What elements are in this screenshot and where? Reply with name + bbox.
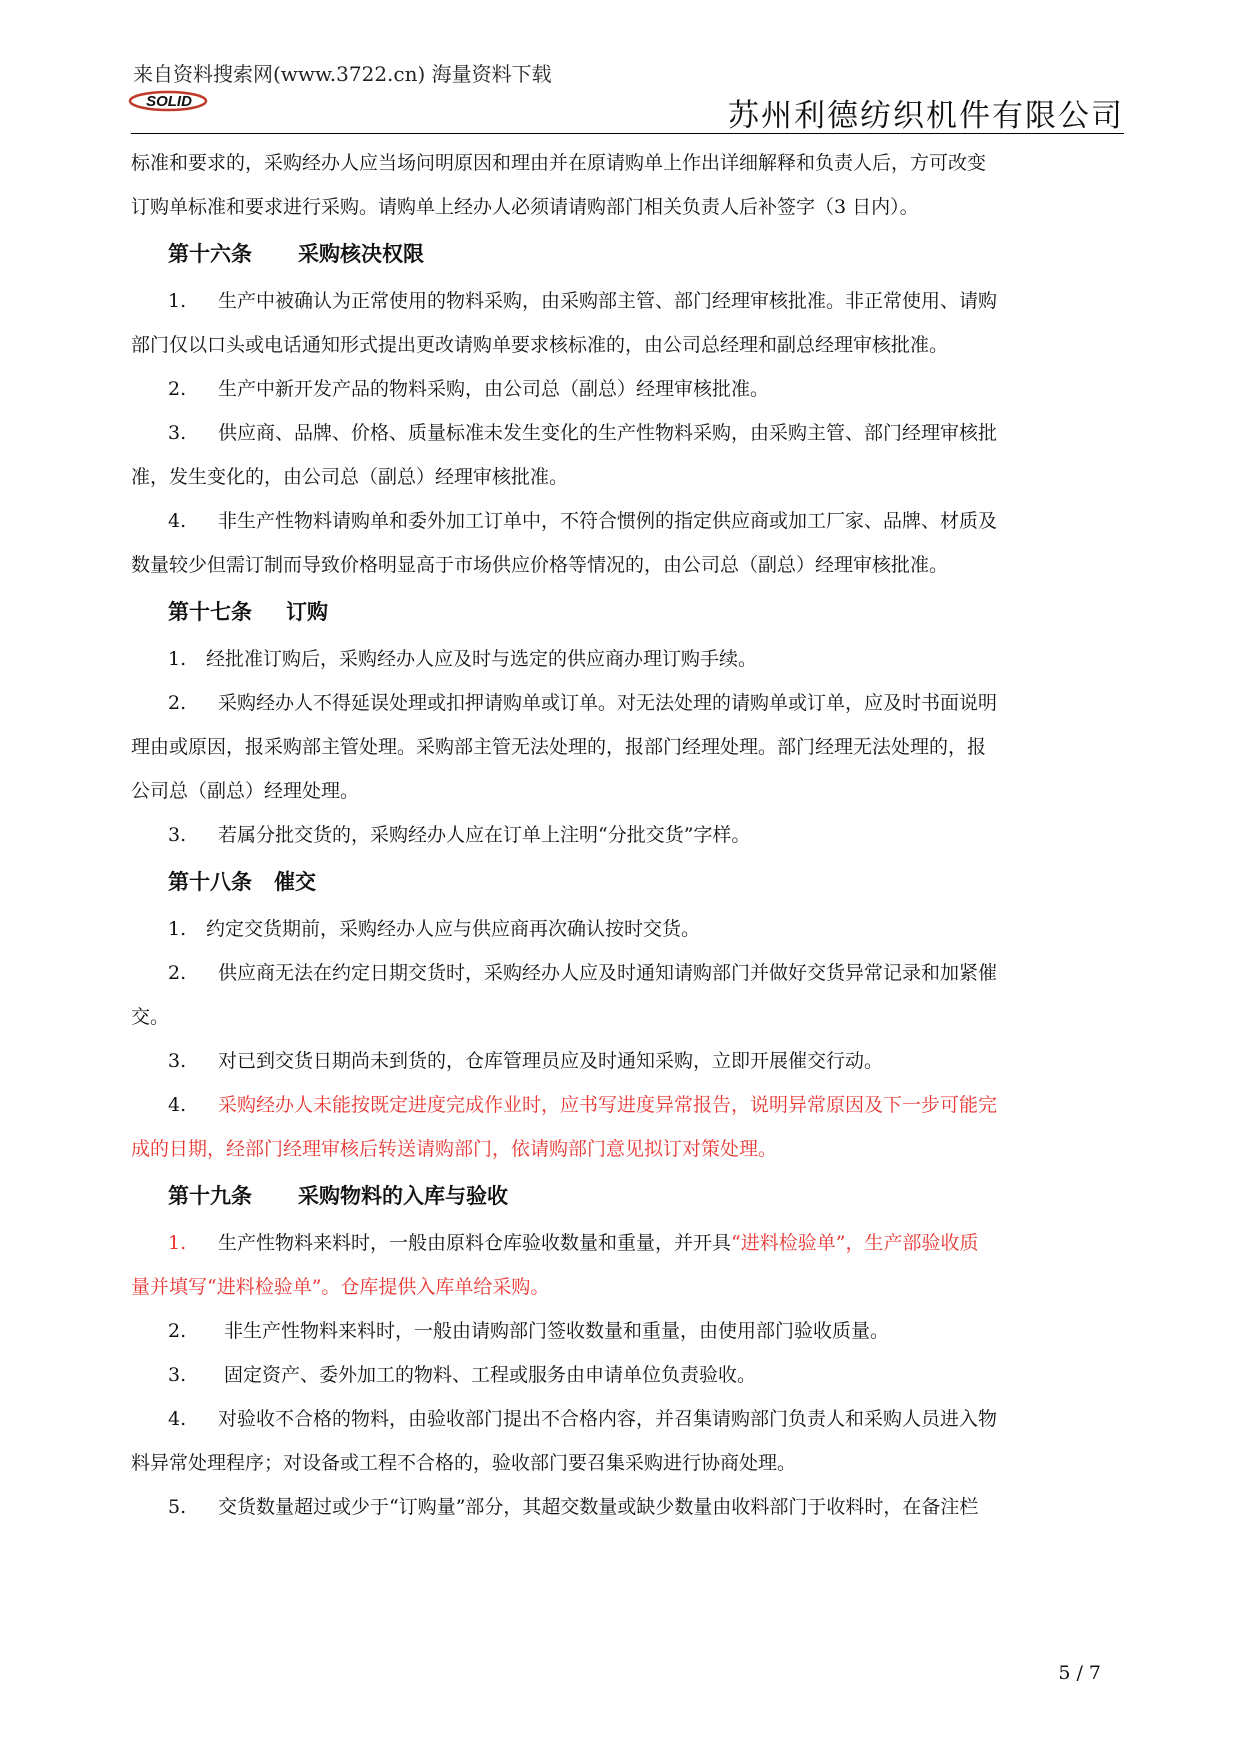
paragraph-line: 标准和要求的，采购经办人应当场问明原因和理由并在原请购单上作出详细解释和负责人后，方可改变 [131, 152, 987, 174]
paragraph-line: 准，发生变化的，由公司总（副总）经理审核批准。 [131, 466, 569, 488]
paragraph-line: 数量较少但需订制而导致价格明显高于市场供应价格等情况的，由公司总（副总）经理审核批准。 [131, 554, 949, 576]
list-item: 2. 非生产性物料来料时，一般由请购部门签收数量和重量，由使用部门验收质量。 [168, 1320, 890, 1342]
paragraph-line: 料异常处理程序；对设备或工程不合格的，验收部门要召集采购进行协商处理。 [131, 1452, 797, 1474]
svg-text:SOLID: SOLID [146, 93, 192, 110]
company-name: 苏州利德纺织机件有限公司 [728, 98, 1124, 134]
list-item: 4. 对验收不合格的物料，由验收部门提出不合格内容，并召集请购部门负责人和采购人员进入物 [168, 1408, 998, 1430]
article-title: 催交 [274, 869, 316, 894]
article-heading [131, 857, 1124, 907]
article-heading [131, 229, 1124, 279]
list-item: 3. 若属分批交货的，采购经办人应在订单上注明“分批交货”字样。 [168, 824, 751, 846]
header-divider [131, 133, 1124, 134]
paragraph-line: 部门仅以口头或电话通知形式提出更改请购单要求核标准的，由公司总经理和副总经理审核批准。 [131, 334, 949, 356]
article-number: 第十六条 [168, 241, 252, 266]
paragraph-line-highlighted: 量并填写“进料检验单”。仓库提供入库单给采购。 [131, 1276, 550, 1298]
list-item: 3. 供应商、品牌、价格、质量标准未发生变化的生产性物料采购，由采购主管、部门经理审核批 [168, 422, 998, 444]
list-item: 2. 采购经办人不得延误处理或扣押请购单或订单。对无法处理的请购单或订单，应及时书面说明 [168, 692, 998, 714]
paragraph-line: 交。 [131, 1006, 170, 1028]
paragraph-line: 理由或原因，报采购部主管处理。采购部主管无法处理的，报部门经理处理。部门经理无法处理的，报 [131, 736, 987, 758]
list-item: 1. 生产中被确认为正常使用的物料采购，由采购部主管、部门经理审核批准。非正常使用、请购 [168, 290, 998, 312]
article-number: 第十八条 [168, 869, 252, 894]
article-title: 采购核决权限 [298, 241, 424, 266]
list-item: 3. 固定资产、委外加工的物料、工程或服务由申请单位负责验收。 [168, 1364, 757, 1386]
article-heading [131, 587, 1124, 637]
list-item: 1. 约定交货期前，采购经办人应与供应商再次确认按时交货。 [168, 918, 701, 940]
list-item-highlighted: 4. 采购经办人未能按既定进度完成作业时，应书写进度异常报告，说明异常原因及下一步可能完 [168, 1094, 998, 1116]
document-body [131, 141, 1124, 1529]
list-item: 1. 经批准订购后，采购经办人应及时与选定的供应商办理订购手续。 [168, 648, 758, 670]
page-number: 5 / 7 [1058, 1662, 1101, 1684]
list-item: 4. 非生产性物料请购单和委外加工订单中，不符合惯例的指定供应商或加工厂家、品牌、材质及 [168, 510, 998, 532]
list-item: 2. 供应商无法在约定日期交货时，采购经办人应及时通知请购部门并做好交货异常记录和加紧催 [168, 962, 998, 984]
list-item: 3. 对已到交货日期尚未到货的，仓库管理员应及时通知采购，立即开展催交行动。 [168, 1050, 884, 1072]
article-heading [131, 1171, 1124, 1221]
watermark-text: 来自资料搜索网(www.3722.cn) 海量资料下载 [133, 62, 552, 86]
paragraph-line: 订购单标准和要求进行采购。请购单上经办人必须请请购部门相关负责人后补签字（3 日内）。 [131, 196, 919, 218]
paragraph-line-highlighted: 成的日期，经部门经理审核后转送请购部门，依请购部门意见拟订对策处理。 [131, 1138, 778, 1160]
article-number: 第十九条 [168, 1183, 252, 1208]
list-item: 1. 生产性物料来料时，一般由原料仓库验收数量和重量，并开具“进料检验单”，生产部验收质 [168, 1232, 979, 1254]
article-number: 第十七条 [168, 599, 252, 624]
article-title: 采购物料的入库与验收 [298, 1183, 508, 1208]
paragraph-line: 公司总（副总）经理处理。 [131, 780, 360, 802]
list-item: 2. 生产中新开发产品的物料采购，由公司总（副总）经理审核批准。 [168, 378, 770, 400]
list-item: 5. 交货数量超过或少于“订购量”部分，其超交数量或缺少数量由收料部门于收料时，在备注栏 [168, 1496, 979, 1518]
article-title: 订购 [286, 599, 328, 624]
